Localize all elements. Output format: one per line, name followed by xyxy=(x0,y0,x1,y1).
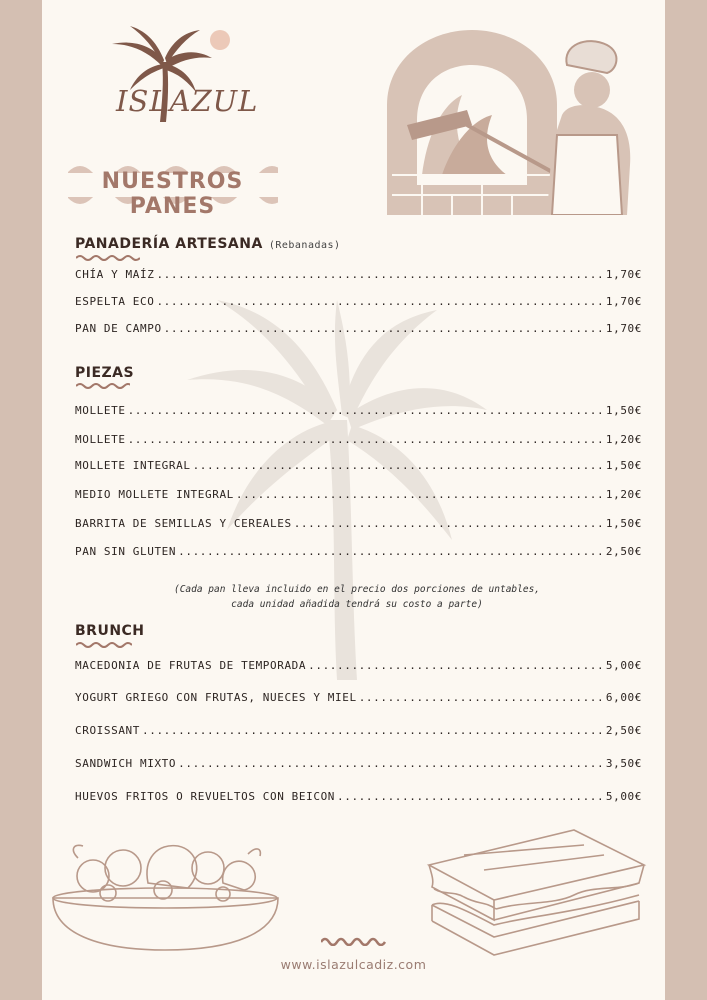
wave-divider xyxy=(76,641,132,649)
menu-item: HUEVOS FRITOS O REVUELTOS CON BEICON ..... 5,00€ xyxy=(75,790,642,806)
wave-divider xyxy=(76,254,140,262)
decor-dot xyxy=(210,30,230,50)
menu-page xyxy=(42,0,665,1000)
menu-item: SANDWICH MIXTO ..... 3,50€ xyxy=(75,757,642,773)
wave-divider xyxy=(76,382,130,390)
menu-item: MOLLETE INTEGRAL ..... 1,50€ xyxy=(75,459,642,475)
sandwich-illustration xyxy=(424,825,649,960)
note-line-1: (Cada pan lleva incluido en el precio dos porciones de untables, xyxy=(173,584,541,595)
menu-item: PAN SIN GLUTEN ..... 2,50€ xyxy=(75,545,642,561)
menu-item: MEDIO MOLLETE INTEGRAL ..... 1,20€ xyxy=(75,488,642,504)
section-title-artesana xyxy=(75,236,341,252)
menu-item: BARRITA DE SEMILLAS Y CEREALES ..... 1,50€ xyxy=(75,517,642,533)
brand-name: ISLAZUL xyxy=(116,84,259,118)
section-title-brunch: BRUNCH xyxy=(75,623,145,639)
section-subtitle-artesana: (Rebanadas) xyxy=(268,240,341,251)
menu-item: PAN DE CAMPO ..... 1,70€ xyxy=(75,322,642,338)
menu-item: YOGURT GRIEGO CON FRUTAS, NUECES Y MIEL ..... 6,00€ xyxy=(75,691,642,707)
section-title-artesana-text: PANADERÍA ARTESANA xyxy=(75,236,263,252)
menu-item: MOLLETE ..... 1,50€ xyxy=(75,404,642,420)
section-title-piezas: PIEZAS xyxy=(75,365,135,381)
untables-note xyxy=(82,582,632,612)
menu-item: CROISSANT ..... 2,50€ xyxy=(75,724,642,740)
menu-item: CHÍA Y MAÍZ ..... 1,70€ xyxy=(75,268,642,284)
note-line-2: cada unidad añadida tendrá su costo a parte) xyxy=(231,599,483,610)
baker-oven-illustration xyxy=(382,25,642,215)
website-link[interactable]: www.islazulcadiz.com xyxy=(280,957,427,972)
menu-item: MACEDONIA DE FRUTAS DE TEMPORADA ..... 5,00€ xyxy=(75,659,642,675)
menu-title: NUESTROS PANES xyxy=(101,169,244,219)
menu-item: ESPELTA ECO ..... 1,70€ xyxy=(75,295,642,311)
menu-item: MOLLETE ..... 1,20€ xyxy=(75,433,642,449)
footer-wave-divider xyxy=(321,934,386,946)
fruit-bowl-illustration xyxy=(48,838,283,953)
